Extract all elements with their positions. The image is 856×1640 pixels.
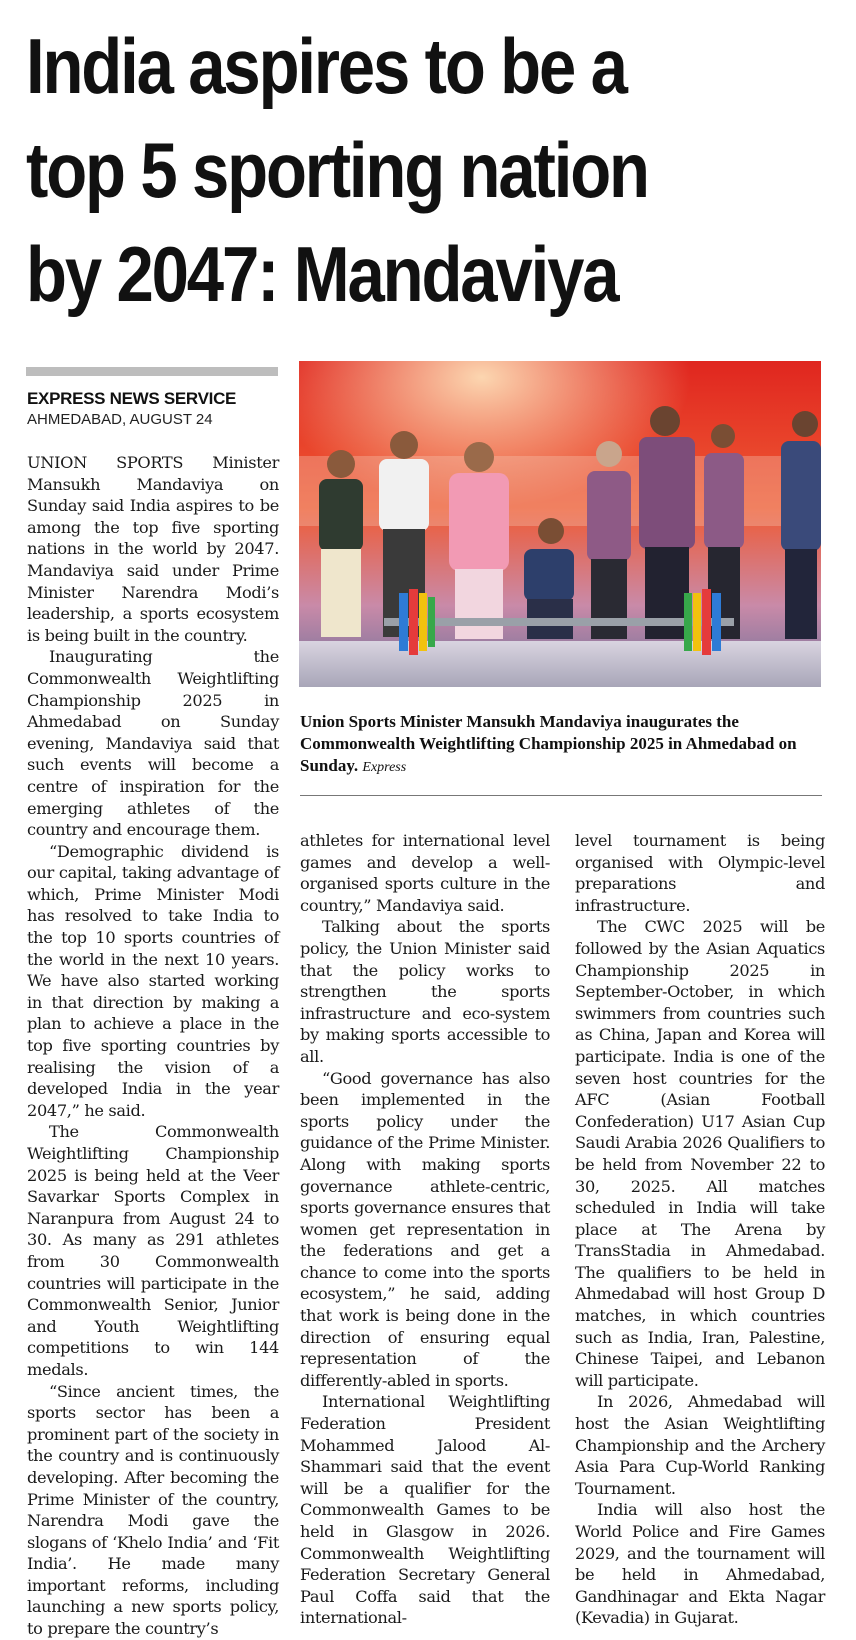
paragraph: The Commonwealth Weightlifting Championship 2025 is being held at the Veer Savarkar Sports Complex in Naranpura from August 24 to 30. As many as 291 athletes from 30 Commonwealth countries will participate in the Commonwealth Senior, Junior and Youth Weightlifting competitions to win 144 medals. bbox=[27, 1122, 279, 1379]
caption-rule bbox=[300, 795, 822, 796]
headline-line: India aspires to be a bbox=[26, 22, 626, 110]
event-photo bbox=[299, 361, 821, 687]
paragraph: India will also host the World Police and Fire Games 2029, and the tournament will be held in Ahmedabad, Gandhinagar and Ekta Nagar (Kevadia) in Gujarat. bbox=[575, 1500, 825, 1628]
headline-line: by 2047: Mandaviya bbox=[26, 230, 618, 318]
paragraph: In 2026, Ahmedabad will host the Asian Weightlifting Championship and the Archery Asia Para Cup-World Ranking Tournament. bbox=[575, 1392, 825, 1498]
byline-agency: EXPRESS NEWS SERVICE bbox=[27, 389, 237, 408]
byline-dateline: AHMEDABAD, AUGUST 24 bbox=[27, 411, 213, 428]
article-column-3 bbox=[575, 830, 825, 1629]
byline bbox=[27, 388, 279, 430]
paragraph: “Good governance has also been implemented in the sports policy under the guidance of the Prime Minister. Along with making sports governance athlete-centric, sports governance ensures that women get representation in the federations and get a chance to come into the sports ecosystem,” he said, adding that work is being done in the direction of ensuring equal representation of the differently-abled in sports. bbox=[300, 1068, 550, 1390]
article-column-1 bbox=[27, 452, 279, 1640]
headline-line: top 5 sporting nation bbox=[26, 126, 648, 214]
paragraph: athletes for international level games and develop a well-organised sports culture in the country,” Mandaviya said. bbox=[300, 831, 550, 915]
paragraph: International Weightlifting Federation President Mohammed Jalood Al-Shammari said that the event will be a qualifier for the Commonwealth Games to be held in Glasgow in 2026. Commonwealth Weightlifting Federation Secretary General Paul Coffa said that the international- bbox=[300, 1392, 550, 1628]
paragraph: level tournament is being organised with Olympic-level preparations and infrastructure. bbox=[575, 831, 825, 915]
paragraph: “Demographic dividend is our capital, taking advantage of which, Prime Minister Modi has resolved to take India to the top 10 sports countries of the world in the next 10 years. We have also started working in that direction by making a plan to achieve a place in the top five sporting countries by realising the vision of a developed India in the year 2047,” he said. bbox=[27, 841, 279, 1120]
paragraph: Talking about the sports policy, the Union Minister said that the policy works to strengthen the sports infrastructure and eco-system by making sports accessible to all. bbox=[300, 917, 550, 1066]
paragraph: UNION SPORTS Minister Mansukh Mandaviya on Sunday said India aspires to be among the top five sporting nations in the world by 2047. Mandaviya said under Prime Minister Narendra Modi’s leadership, a sports ecosystem is being built in the country. bbox=[27, 453, 279, 645]
photo-credit: Express bbox=[362, 760, 407, 775]
headline bbox=[26, 14, 731, 326]
paragraph: The CWC 2025 will be followed by the Asian Aquatics Championship 2025 in September-October, in which swimmers from countries such as China, Japan and Korea will participate. India is one of the seven host countries for the AFC (Asian Football Confederation) U17 Asian Cup Saudi Arabia 2026 Qualifiers to be held from November 22 to 30, 2025. All matches scheduled in India will take place at The Arena by TransStadia in Ahmedabad. The qualifiers to be held in Ahmedabad will host Group D matches, in which countries such as India, Iran, Palestine, Chinese Taipei, and Lebanon will participate. bbox=[575, 917, 825, 1390]
byline-rule bbox=[26, 367, 278, 376]
caption-text: Union Sports Minister Mansukh Mandaviya inaugurates the Commonwealth Weightlifting Championship 2025 in Ahmedabad on Sunday. bbox=[300, 712, 797, 775]
article-column-2 bbox=[300, 830, 550, 1629]
paragraph: Inaugurating the Commonwealth Weightlifting Championship 2025 in Ahmedabad on Sunday evening, Mandaviya said that such events will become a centre of inspiration for the emerging athletes of the country and encourage them. bbox=[27, 647, 279, 840]
photo-caption bbox=[300, 711, 820, 779]
paragraph: “Since ancient times, the sports sector has been a prominent part of the society in the country and is continuously developing. After becoming the Prime Minister of the country, Narendra Modi gave the slogans of ‘Khelo India’ and ‘Fit India’. He made many important reforms, including launching a new sports policy, to prepare the country’s bbox=[27, 1381, 279, 1639]
